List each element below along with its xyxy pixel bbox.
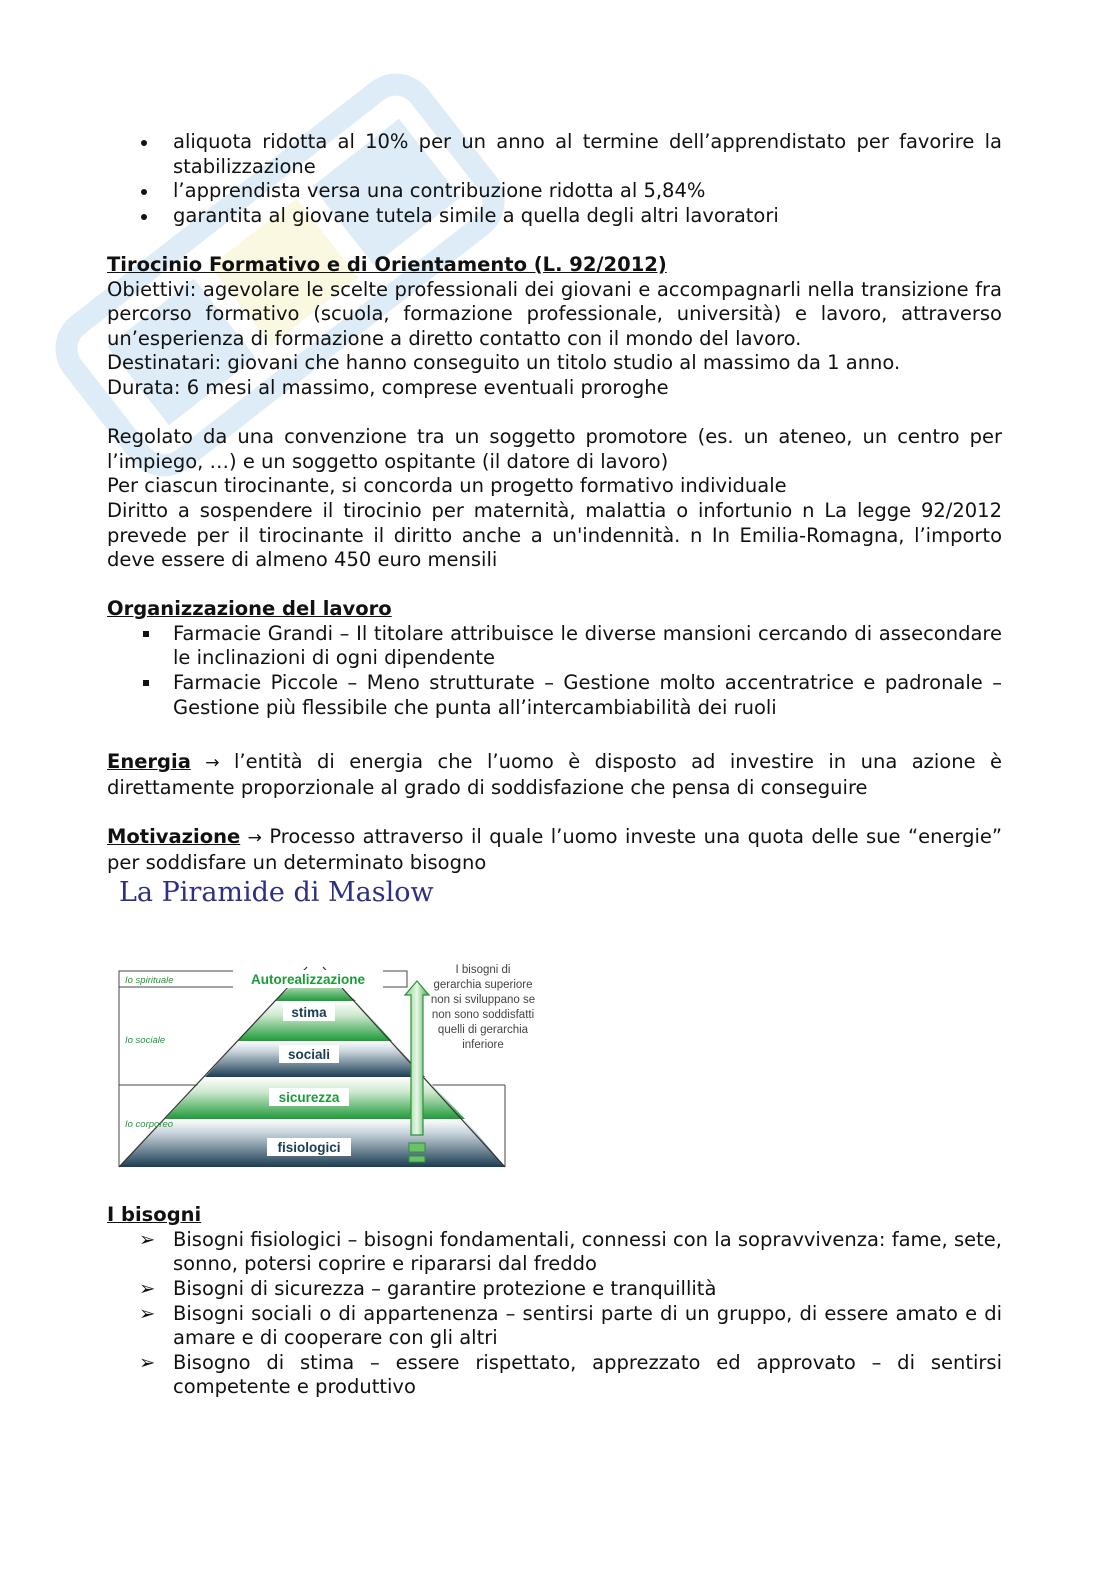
bisogni-heading: I bisogni: [107, 1203, 202, 1227]
tirocinio-regolato: Regolato da una convenzione tra un soggetto promotore (es. un ateneo, un centro per l’impiego, …) e un soggetto ospitante (il datore di lavoro): [107, 425, 1002, 473]
tirocinio-obiettivi: Obiettivi: agevolare le scelte professionali dei giovani e accompagnarli nella transizione fra percorso formativo (scuola, formazione professionale, università) e lavoro, attraverso un’esperienza di formazione a diretto contatto con il mondo del lavoro.: [107, 277, 1002, 350]
level-label: Autorealizzazione: [250, 972, 366, 988]
list-item: ➢ Bisogni sociali o di appartenenza – sentirsi parte di un gruppo, di essere amato e di amare e di cooperare con gli altri: [139, 1301, 1002, 1350]
tirocinio-destinatari: Destinatari: giovani che hanno conseguito un titolo studio al massimo da 1 anno.: [107, 351, 901, 375]
bullet-list-top: [107, 130, 1002, 228]
list-item: aliquota ridotta al 10% per un anno al termine dell’apprendistato per favorire la stabilizzazione: [173, 130, 1002, 178]
bisogni-list: [107, 1228, 1002, 1400]
side-label: Io spirituale: [125, 975, 174, 987]
list-item: Farmacie Piccole – Meno strutturate – Gestione molto accentratrice e padronale – Gestione più flessibile che punta all’intercambiabilità dei ruoli: [173, 671, 1002, 719]
energia-paragraph: Energia → l’entità di energia che l’uomo è disposto ad investire in una azione è direttamente proporzionale al grado di soddisfazione che pensa di conseguire: [107, 750, 1003, 799]
tirocinio-progetto: Per ciascun tirocinante, si concorda un progetto formativo individuale: [107, 474, 787, 498]
arrow-right-icon: →: [205, 753, 220, 774]
motivazione-paragraph: Motivazione → Processo attraverso il quale l’uomo investe una quota delle sue “energie” per soddisfare un determinato bisogno: [107, 825, 1002, 874]
list-item: garantita al giovane tutela simile a quella degli altri lavoratori: [173, 203, 779, 227]
arrowhead-icon: ➢: [139, 1301, 156, 1325]
side-label: Io sociale: [125, 1035, 166, 1047]
list-item: ➢ Bisogno di stima – essere rispettato, apprezzato ed approvato – di sentirsi competente e produttivo: [139, 1350, 1002, 1399]
level-label: stima: [291, 1005, 327, 1021]
energia-term: Energia: [107, 750, 191, 774]
arrow-right-icon: →: [247, 828, 262, 849]
note-line: quelli di gerarchia: [437, 1024, 529, 1037]
document-page: [107, 130, 1002, 1400]
level-label: fisiologici: [277, 1140, 341, 1156]
arrowhead-icon: ➢: [139, 1350, 156, 1374]
level-label: sociali: [287, 1047, 331, 1063]
motivazione-term: Motivazione: [107, 825, 241, 849]
list-item: l’apprendista versa una contribuzione ridotta al 5,84%: [173, 179, 706, 203]
tirocinio-heading: Tirocinio Formativo e di Orientamento (L. 92/2012): [107, 252, 667, 276]
maslow-pyramid-diagram: [107, 957, 567, 1183]
list-item: Farmacie Grandi – Il titolare attribuisce le diverse mansioni cercando di assecondare le inclinazioni di ogni dipendente: [173, 621, 1002, 670]
list-item: ➢ Bisogni di sicurezza – garantire protezione e tranquillità: [139, 1277, 717, 1300]
level-label: sicurezza: [278, 1090, 340, 1106]
organizzazione-list: [107, 622, 1002, 720]
list-item: ➢ Bisogni fisiologici – bisogni fondamentali, connessi con la sopravvivenza: fame, sete, sonno, potersi coprire e ripararsi dal freddo: [139, 1227, 1002, 1276]
note-line: non si sviluppano se: [430, 994, 536, 1007]
note-line: inferiore: [462, 1039, 504, 1052]
maslow-title: La Piramide di Maslow: [119, 877, 434, 909]
arrowhead-icon: ➢: [139, 1227, 156, 1251]
note-line: gerarchia superiore: [433, 979, 533, 992]
tirocinio-diritto: Diritto a sospendere il tirocinio per maternità, malattia o infortunio n La legge 92/2012 prevede per il tirocinante il diritto anche a un'indennità. n In Emilia-Romagna, l’importo deve essere di almeno 450 euro mensili: [107, 498, 1002, 572]
tirocinio-durata: Durata: 6 mesi al massimo, comprese eventuali proroghe: [107, 375, 669, 399]
side-label: Io corporeo: [125, 1119, 174, 1131]
note-line: I bisogni di: [455, 964, 511, 977]
maslow-figure: [107, 875, 1002, 1203]
organizzazione-heading: Organizzazione del lavoro: [107, 597, 392, 621]
note-line: non sono soddisfatti: [431, 1009, 535, 1022]
arrowhead-icon: ➢: [139, 1277, 156, 1300]
